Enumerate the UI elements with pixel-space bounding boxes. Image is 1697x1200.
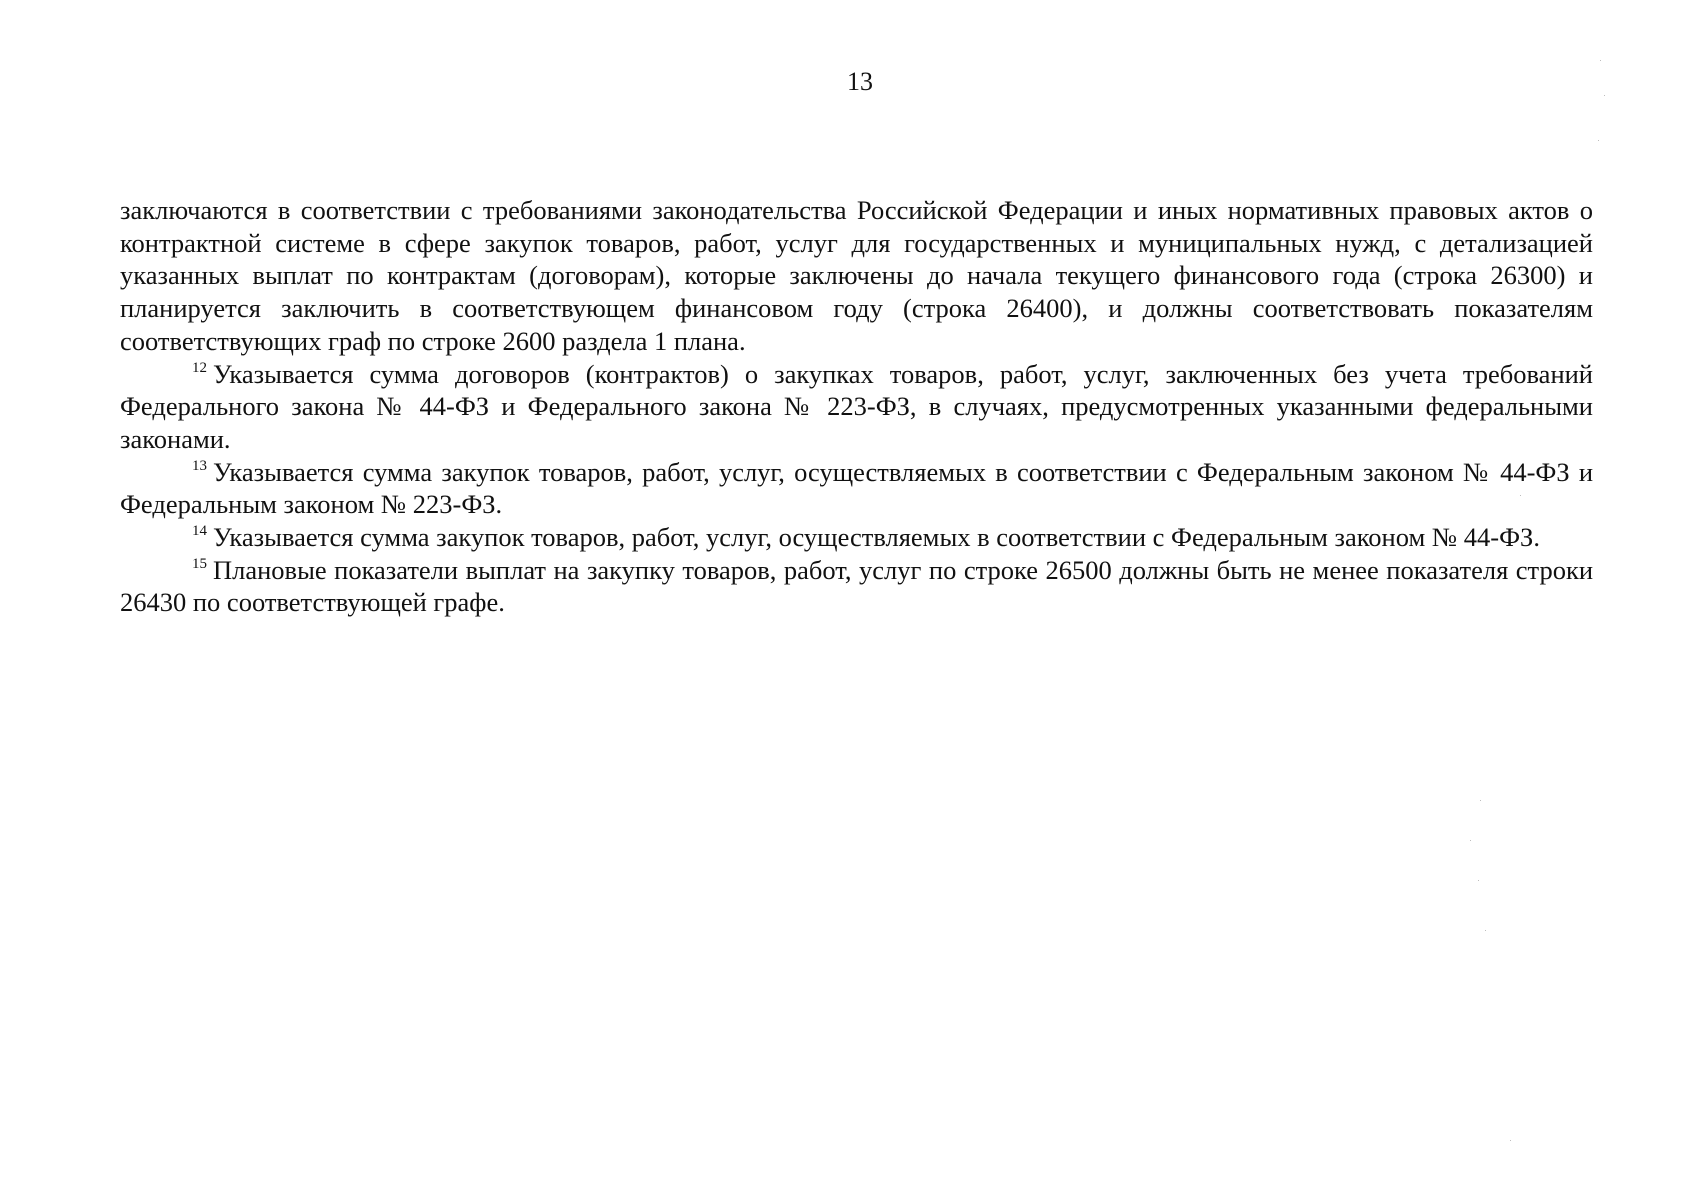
- footnote-15: [120, 554, 1593, 619]
- footnote-text: Указывается сумма закупок товаров, работ, услуг, осуществляемых в соответствии с Федеральным законом № 44-ФЗ.: [213, 522, 1540, 553]
- page-number: 13: [847, 67, 873, 96]
- footnote-mark: 15: [192, 555, 207, 572]
- continuation-paragraph: заключаются в соответствии с требованиями законодательства Российской Федерации и иных нормативных правовых актов о контрактной системе в сфере закупок товаров, работ, услуг для государственных и муниципальных нужд, с детализацией указанных выплат по контрактам (договорам), которые заключены до начала текущего финансового года (строка 26300) и планируется заключить в соответствующем финансовом году (строка 26400), и должны соответствовать показателям соответствующих граф по строке 2600 раздела 1 плана.: [120, 195, 1593, 356]
- footnote-12: [120, 358, 1593, 456]
- footnote-text: Плановые показатели выплат на закупку товаров, работ, услуг по строке 26500 должны быть не менее показателя строки 26430 по соответствующей графе.: [120, 554, 1593, 618]
- footnote-text: Указывается сумма договоров (контрактов) о закупках товаров, работ, услуг, заключенных без учета требований Федерального закона № 44-ФЗ и Федерального закона № 223-ФЗ, в случаях, предусмотренных указанными федеральными законами.: [120, 358, 1593, 454]
- footnote-14: [120, 521, 1593, 554]
- footnote-13: [120, 456, 1593, 521]
- footnote-mark: 12: [192, 359, 207, 376]
- footnote-mark: 14: [192, 523, 207, 540]
- footnote-mark: 13: [192, 457, 207, 474]
- document-body: [120, 194, 1593, 619]
- footnote-text: Указывается сумма закупок товаров, работ, услуг, осуществляемых в соответствии с Федеральным законом № 44-ФЗ и Федеральным законом № 223-ФЗ.: [120, 456, 1593, 520]
